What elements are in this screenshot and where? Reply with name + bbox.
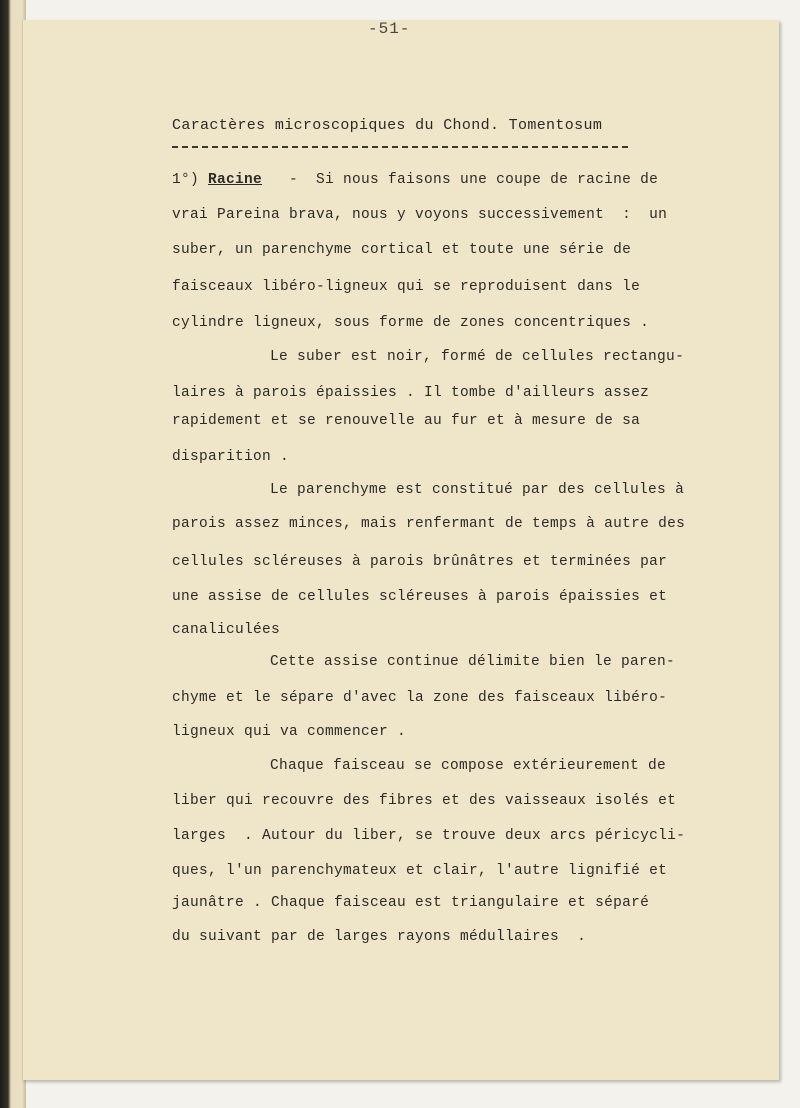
paragraph-1-line-2: vrai Pareina brava, nous y voyons successivement : un: [172, 207, 668, 223]
paragraph-4-line-2: chyme et le sépare d'avec la zone des faisceaux libéro-: [172, 690, 668, 706]
paragraph-3-line-1: Le parenchyme est constitué par des cellules à: [270, 482, 685, 498]
paragraph-1-line-4: faisceaux libéro-ligneux qui se reproduisent dans le: [172, 279, 641, 295]
paragraph-2-line-2: laires à parois épaissies . Il tombe d'ailleurs assez: [172, 385, 650, 401]
paragraph-5-line-6: du suivant par de larges rayons médullaires .: [172, 929, 587, 945]
paragraph-1-label-prefix: 1°): [172, 172, 209, 188]
paragraph-3-line-5: canaliculées: [172, 622, 281, 638]
paragraph-3-line-3: cellules scléreuses à parois brûnâtres et terminées par: [172, 554, 668, 570]
paragraph-5-line-3: larges . Autour du liber, se trouve deux arcs péricycli-: [172, 828, 686, 844]
paragraph-3-line-4: une assise de cellules scléreuses à parois épaissies et: [172, 589, 668, 605]
paragraph-1-line-1-text: - Si nous faisons une coupe de racine de: [262, 172, 659, 188]
paragraph-1-line-3: suber, un parenchyme cortical et toute une série de: [172, 242, 632, 258]
paragraph-2-line-1: Le suber est noir, formé de cellules rectangu-: [270, 349, 685, 365]
page-number: -51-: [368, 20, 411, 38]
paragraph-3-line-2: parois assez minces, mais renfermant de temps à autre des: [172, 516, 686, 532]
paragraph-2-line-3: rapidement et se renouvelle au fur et à mesure de sa: [172, 413, 641, 429]
paragraph-1-line-5: cylindre ligneux, sous forme de zones concentriques .: [172, 315, 650, 331]
paragraph-5-line-1: Chaque faisceau se compose extérieurement de: [270, 758, 667, 774]
paragraph-4-line-1: Cette assise continue délimite bien le paren-: [270, 654, 676, 670]
paragraph-5-line-4: ques, l'un parenchymateux et clair, l'autre lignifié et: [172, 863, 668, 879]
paragraph-1-label-racine: Racine: [208, 172, 263, 188]
paragraph-5-line-5: jaunâtre . Chaque faisceau est triangulaire et séparé: [172, 895, 650, 911]
paragraph-2-line-4: disparition .: [172, 449, 290, 465]
paragraph-1-line-1: [172, 172, 658, 188]
heading-dashed-rule: [172, 146, 628, 148]
section-heading: Caractères microscopiques du Chond. Tomentosum: [172, 117, 603, 134]
paragraph-5-line-2: liber qui recouvre des fibres et des vaisseaux isolés et: [172, 793, 677, 809]
paragraph-4-line-3: ligneux qui va commencer .: [172, 724, 407, 740]
